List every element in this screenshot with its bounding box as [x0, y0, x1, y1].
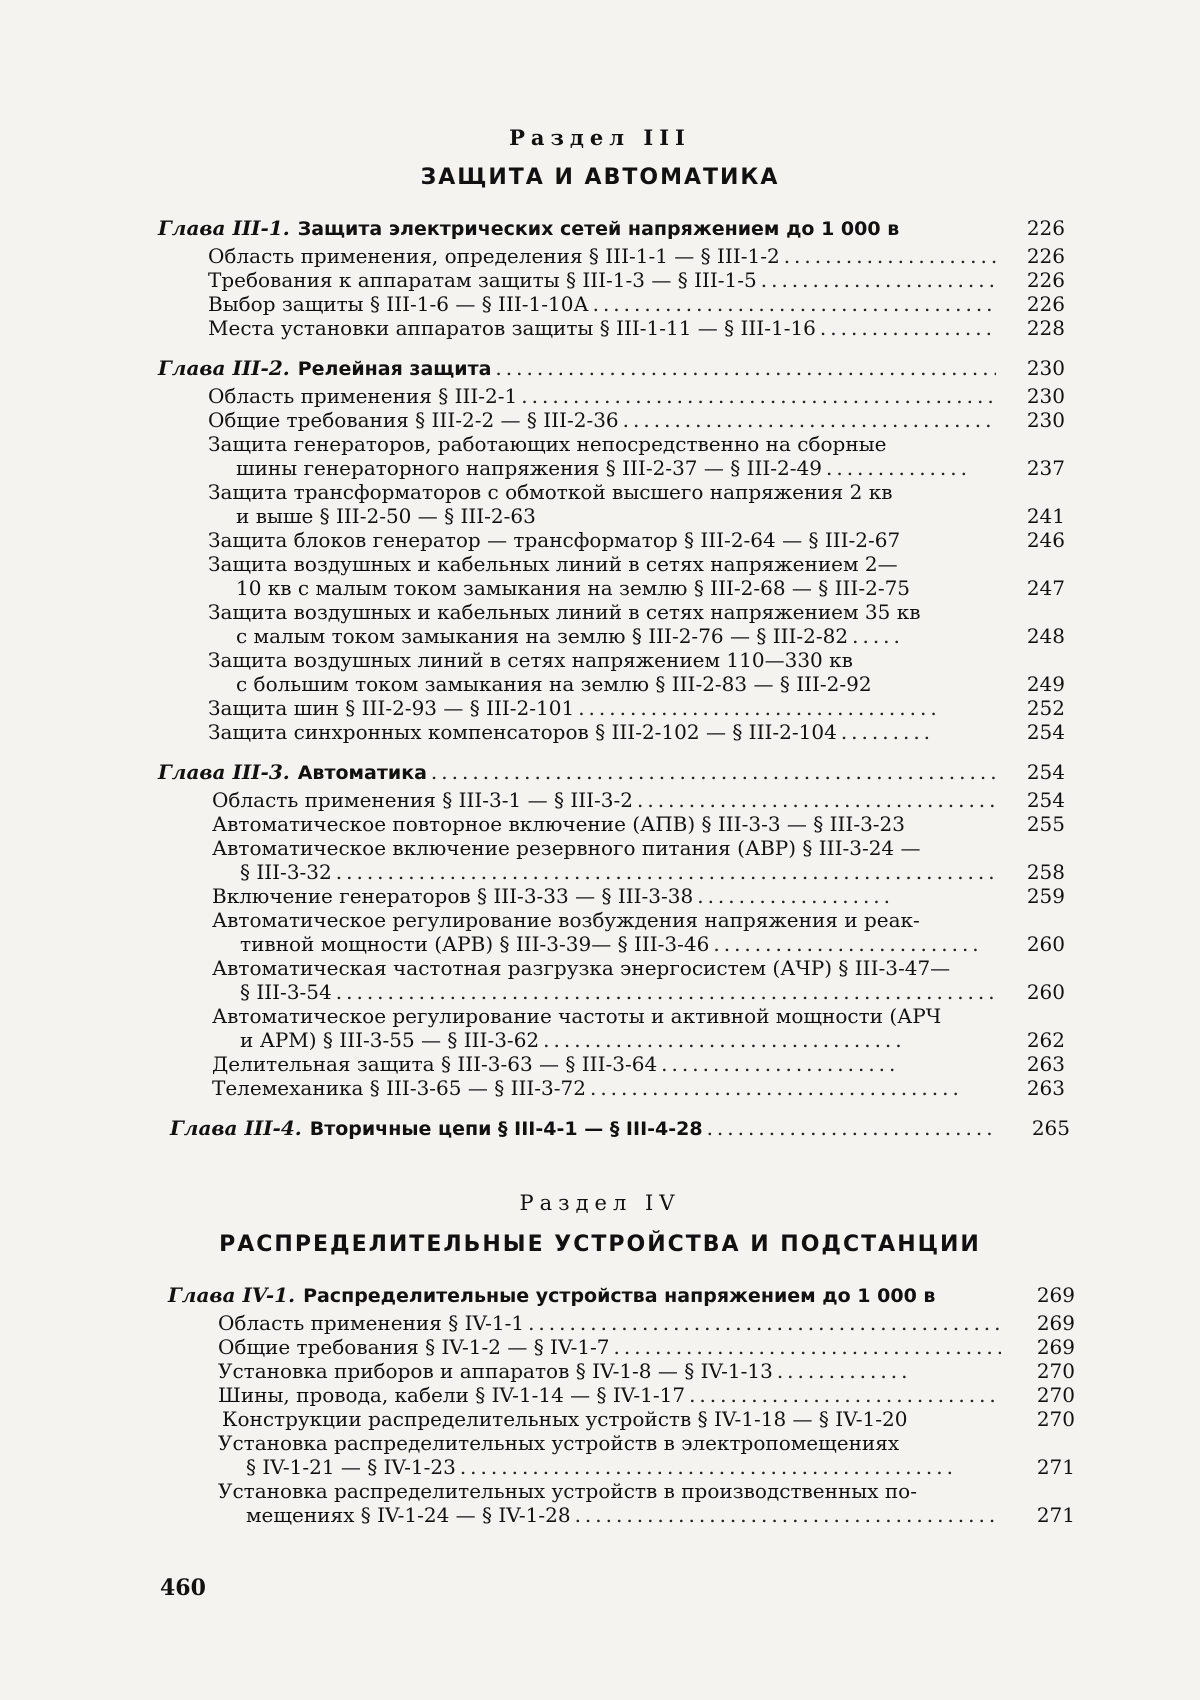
toc-entry[interactable] — [212, 1004, 1000, 1028]
entry-page: 248 — [1005, 624, 1065, 648]
leader-dots: ................................................................ — [336, 980, 996, 1004]
entry-page: 260 — [1005, 980, 1065, 1004]
leader-dots: .............................. — [689, 1383, 1001, 1407]
toc-entry[interactable] — [208, 480, 1000, 504]
entry-page: 271 — [1015, 1503, 1075, 1527]
entry-text-cont: мещениях § IV-1-24 — § IV-1-28 — [246, 1503, 571, 1527]
entry-page: 228 — [1005, 316, 1065, 340]
entry-text: Установка распределительных устройств в электропомещениях — [218, 1431, 899, 1455]
entry-text-cont: § IV-1-21 — § IV-1-23 — [246, 1455, 456, 1479]
entry-page: 270 — [1015, 1359, 1075, 1383]
entry-text: Установка приборов и аппаратов § IV-1-8 — § IV-1-13 — [218, 1359, 773, 1383]
entry-text-cont: с большим током замыкания на землю § III-2-83 — § III-2-92 — [236, 672, 872, 696]
entry-text: Защита трансформаторов с обмоткой высшего напряжения 2 кв — [208, 480, 892, 504]
toc-entry-continuation[interactable] — [246, 1455, 1005, 1479]
entry-text-cont: и выше § III-2-50 — § III-2-63 — [236, 504, 536, 528]
entry-text: Шины, провода, кабели § IV-1-14 — § IV-1-17 — [218, 1383, 685, 1407]
chapter-label: Глава III-1. — [158, 216, 290, 240]
entry-text-cont: тивной мощности (АРВ) § III-3-39— § III-3-46 — [240, 932, 709, 956]
toc-entry[interactable] — [218, 1359, 1005, 1383]
chapter-label: Глава III-3. — [158, 760, 290, 784]
toc-entry-continuation[interactable] — [240, 1028, 1000, 1052]
entry-page: 241 — [1005, 504, 1065, 528]
toc-entry[interactable] — [212, 956, 1000, 980]
entry-text: Область применения § III-3-1 — § III-3-2 — [212, 788, 633, 812]
entry-text-cont: с малым током замыкания на землю § III-2-76 — § III-2-82 — [236, 624, 848, 648]
section-4-title: РАСПРЕДЕЛИТЕЛЬНЫЕ УСТРОЙСТВА И ПОДСТАНЦИИ — [0, 1232, 1200, 1257]
leader-dots: ...................................... — [637, 788, 996, 812]
toc-entry[interactable] — [212, 884, 1000, 908]
entry-page: 263 — [1005, 1052, 1065, 1076]
toc-entry[interactable] — [208, 268, 1000, 292]
toc-page — [0, 0, 1200, 1700]
entry-page: 262 — [1005, 1028, 1065, 1052]
entry-text: Включение генераторов § III-3-33 — § III-3-38 — [212, 884, 693, 908]
chapter-title: Релейная защита — [298, 357, 492, 381]
entry-text: Делительная защита § III-3-63 — § III-3-64 — [212, 1052, 657, 1076]
toc-entry[interactable] — [208, 552, 1000, 576]
chapter-label: Глава IV-1. — [168, 1283, 295, 1307]
entry-page: 269 — [1015, 1311, 1075, 1335]
leader-dots: ................................................ — [495, 356, 996, 380]
toc-entry[interactable] — [208, 432, 1000, 456]
entry-page: 259 — [1005, 884, 1065, 908]
chapter-title: Распределительные устройства напряжением до 1 000 в — [303, 1284, 935, 1308]
chapter-label: Глава III-2. — [158, 356, 290, 380]
chapter-title: Автоматика — [298, 761, 427, 785]
chapter-title: Защита электрических сетей напряжением до 1 000 в — [298, 217, 900, 241]
entry-text: Автоматическая частотная разгрузка энергосистем (АЧР) § III-3-47— — [212, 956, 950, 980]
chapter-iii-4[interactable] — [170, 1116, 1000, 1141]
entry-text: Защита блоков генератор — трансформатор § III-2-64 — § III-2-67 — [208, 528, 900, 552]
leader-dots: .......................... — [713, 932, 996, 956]
entry-page: 230 — [1005, 384, 1065, 408]
chapter-iii-3[interactable] — [158, 760, 1000, 785]
entry-page: 270 — [1015, 1383, 1075, 1407]
toc-entry[interactable] — [218, 1479, 1005, 1503]
chapter-iii-1[interactable] — [158, 216, 1018, 241]
leader-dots: ...................... — [761, 268, 996, 292]
leader-dots: .............. — [826, 456, 996, 480]
leader-dots: ................... — [697, 884, 996, 908]
toc-entry-continuation[interactable] — [236, 576, 1000, 600]
toc-entry[interactable] — [212, 812, 1000, 836]
entry-text: Телемеханика § III-3-65 — § III-3-72 — [212, 1076, 586, 1100]
toc-entry-continuation[interactable] — [240, 860, 1000, 884]
leader-dots: .............................................. — [528, 1311, 1001, 1335]
toc-entry-continuation[interactable] — [236, 456, 1000, 480]
toc-entry-continuation[interactable] — [246, 1503, 1005, 1527]
toc-entry[interactable] — [212, 1076, 1000, 1100]
leader-dots: ................................................................ — [336, 860, 996, 884]
section-3-title: ЗАЩИТА И АВТОМАТИКА — [0, 165, 1200, 190]
entry-text: Защита воздушных и кабельных линий в сетях напряжением 35 кв — [208, 600, 920, 624]
entry-text: Конструкции распределительных устройств § IV-1-18 — § IV-1-20 — [222, 1407, 907, 1431]
entry-text: Общие требования § IV-1-2 — § IV-1-7 — [218, 1335, 610, 1359]
toc-entry[interactable] — [208, 316, 1000, 340]
toc-entry[interactable] — [208, 696, 1000, 720]
entry-page: 226 — [1005, 244, 1065, 268]
chapter-iii-2[interactable] — [158, 356, 1000, 381]
entry-text: Требования к аппаратам защиты § III-1-3 — § III-1-5 — [208, 268, 757, 292]
toc-entry[interactable] — [218, 1431, 1005, 1455]
toc-entry[interactable] — [218, 1383, 1005, 1407]
toc-entry-continuation[interactable] — [240, 932, 1000, 956]
leader-dots: ............................................. — [521, 384, 996, 408]
leader-dots: ................................... — [578, 696, 996, 720]
chapter-page: 226 — [1005, 216, 1065, 240]
entry-page: 247 — [1005, 576, 1065, 600]
page-number: 460 — [160, 1575, 206, 1601]
entry-page: 258 — [1005, 860, 1065, 884]
entry-text: Защита шин § III-2-93 — § III-2-101 — [208, 696, 574, 720]
entry-page: 271 — [1015, 1455, 1075, 1479]
entry-text: Общие требования § III-2-2 — § III-2-36 — [208, 408, 619, 432]
entry-page: 237 — [1005, 456, 1065, 480]
entry-page: 249 — [1005, 672, 1065, 696]
chapter-label: Глава III-4. — [170, 1116, 302, 1140]
toc-entry[interactable] — [222, 1407, 1005, 1431]
toc-entry-continuation[interactable] — [240, 980, 1000, 1004]
toc-entry-continuation[interactable] — [236, 504, 1000, 528]
chapter-page: 265 — [1010, 1116, 1070, 1140]
toc-entry[interactable] — [208, 720, 1000, 744]
entry-text: Выбор защиты § III-1-6 — § III-1-10А — [208, 292, 589, 316]
leader-dots: ...................................................... — [431, 760, 996, 784]
entry-text: Защита генераторов, работающих непосредственно на сборные — [208, 432, 886, 456]
section-4-label: Раздел IV — [0, 1191, 1200, 1215]
leader-dots: ................. — [820, 316, 996, 340]
entry-text-cont: шины генераторного напряжения § III-2-37 — § III-2-49 — [236, 456, 822, 480]
toc-entry[interactable] — [218, 1335, 1005, 1359]
entry-page: 226 — [1005, 292, 1065, 316]
leader-dots: ........................................ — [593, 292, 996, 316]
toc-entry[interactable] — [212, 1052, 1000, 1076]
leader-dots: .................................... — [590, 1076, 996, 1100]
entry-page: 226 — [1005, 268, 1065, 292]
entry-page: 254 — [1005, 788, 1065, 812]
leader-dots: ..................................... — [614, 1335, 1001, 1359]
toc-entry[interactable] — [212, 908, 1000, 932]
leader-dots: ............. — [777, 1359, 1001, 1383]
entry-page: 230 — [1005, 408, 1065, 432]
toc-entry[interactable] — [208, 292, 1000, 316]
entry-text: Область применения, определения § III-1-1 — § III-1-2 — [208, 244, 780, 268]
entry-text-cont: 10 кв с малым током замыкания на землю § III-2-68 — § III-2-75 — [236, 576, 910, 600]
entry-page: 246 — [1005, 528, 1065, 552]
toc-entry[interactable] — [212, 836, 1000, 860]
chapter-page: 254 — [1005, 760, 1065, 784]
leader-dots: .................................... — [623, 408, 996, 432]
toc-entry[interactable] — [208, 244, 1000, 268]
toc-entry-continuation[interactable] — [236, 672, 1000, 696]
toc-entry[interactable] — [208, 600, 1000, 624]
section-3-label: Раздел III — [0, 125, 1200, 150]
entry-text: Защита воздушных линий в сетях напряжением 110—330 кв — [208, 648, 853, 672]
chapter-page: 269 — [1015, 1283, 1075, 1307]
toc-entry[interactable] — [218, 1311, 1005, 1335]
toc-entry[interactable] — [208, 384, 1000, 408]
entry-page: 269 — [1015, 1335, 1075, 1359]
leader-dots: .............................. — [707, 1116, 996, 1140]
entry-text: Установка распределительных устройств в производственных по- — [218, 1479, 917, 1503]
leader-dots: ......... — [841, 720, 996, 744]
entry-text: Автоматическое повторное включение (АПВ) § III-3-3 — § III-3-23 — [212, 812, 905, 836]
chapter-iv-1[interactable] — [168, 1283, 1013, 1308]
leader-dots: ..... — [852, 624, 996, 648]
entry-text-cont: § III-3-32 — [240, 860, 332, 884]
leader-dots: ................................... — [543, 1028, 996, 1052]
entry-page: 254 — [1005, 720, 1065, 744]
chapter-title: Вторичные цепи § III-4-1 — § III-4-28 — [310, 1117, 703, 1141]
entry-text: Защита воздушных и кабельных линий в сетях напряжением 2— — [208, 552, 898, 576]
entry-text-cont: § III-3-54 — [240, 980, 332, 1004]
entry-page: 252 — [1005, 696, 1065, 720]
entry-text: Автоматическое включение резервного питания (АВР) § III-3-24 — — [212, 836, 921, 860]
leader-dots: ................................................ — [460, 1455, 1001, 1479]
toc-entry[interactable] — [208, 408, 1000, 432]
toc-entry[interactable] — [208, 528, 1000, 552]
entry-text: Область применения § III-2-1 — [208, 384, 517, 408]
leader-dots: .......................................... — [575, 1503, 1001, 1527]
entry-page: 255 — [1005, 812, 1065, 836]
entry-text: Автоматическое регулирование возбуждения напряжения и реак- — [212, 908, 920, 932]
leader-dots: .................... — [784, 244, 996, 268]
entry-page: 260 — [1005, 932, 1065, 956]
entry-text-cont: и АРМ) § III-3-55 — § III-3-62 — [240, 1028, 539, 1052]
leader-dots: ....................... — [661, 1052, 996, 1076]
entry-text: Автоматическое регулирование частоты и активной мощности (АРЧ — [212, 1004, 941, 1028]
toc-entry-continuation[interactable] — [236, 624, 1000, 648]
entry-text: Область применения § IV-1-1 — [218, 1311, 524, 1335]
toc-entry[interactable] — [212, 788, 1000, 812]
entry-page: 263 — [1005, 1076, 1065, 1100]
toc-entry[interactable] — [208, 648, 1000, 672]
entry-text: Защита синхронных компенсаторов § III-2-102 — § III-2-104 — [208, 720, 837, 744]
entry-text: Места установки аппаратов защиты § III-1-11 — § III-1-16 — [208, 316, 816, 340]
entry-page: 270 — [1015, 1407, 1075, 1431]
chapter-page: 230 — [1005, 356, 1065, 380]
